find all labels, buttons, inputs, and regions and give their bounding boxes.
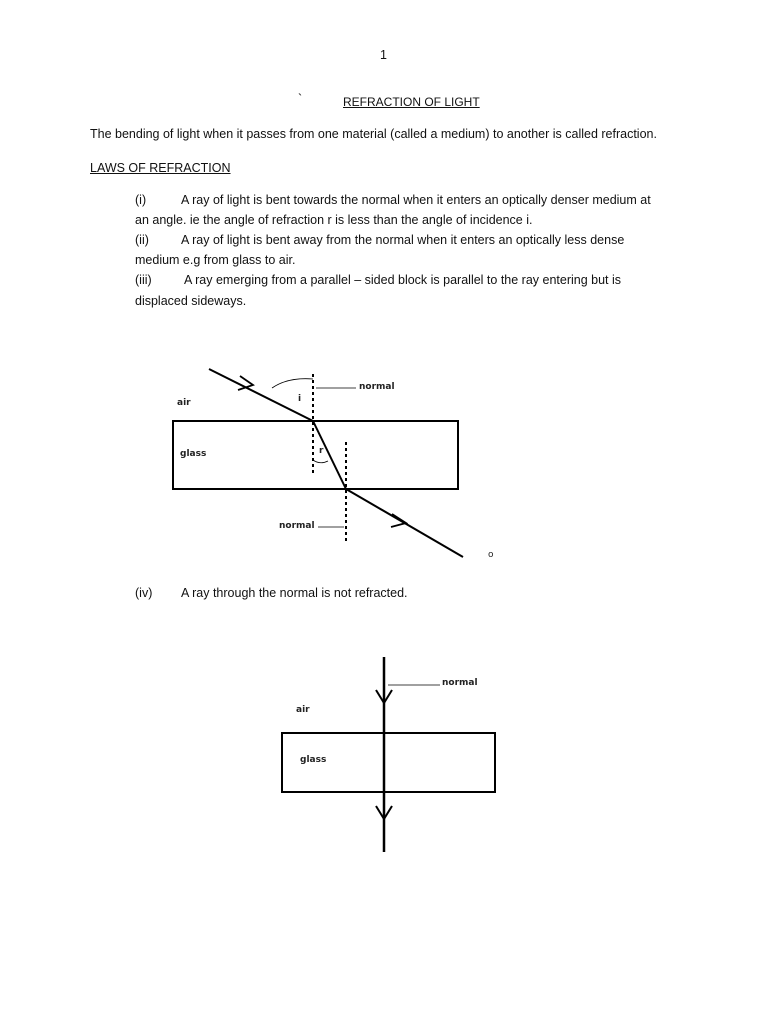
laws-heading: LAWS OF REFRACTION xyxy=(90,161,231,175)
label-normal-top: normal xyxy=(359,382,395,392)
label-glass-2: glass xyxy=(300,755,327,765)
law-2-line1: A ray of light is bent away from the normal when it enters an optically less dense xyxy=(181,233,625,247)
law-1-line1: A ray of light is bent towards the normal when it enters an optically denser medium at xyxy=(181,193,651,207)
label-o: o xyxy=(488,550,494,560)
label-glass-1: glass xyxy=(180,449,207,459)
angle-arc-r xyxy=(313,460,328,463)
law-3-line1: A ray emerging from a parallel – sided block is parallel to the ray entering but is xyxy=(184,273,622,287)
glass-block-1 xyxy=(173,421,458,489)
law-4-line1: A ray through the normal is not refracted. xyxy=(181,586,408,600)
law-3-line2: displaced sideways. xyxy=(135,294,247,308)
law-1-line2: an angle. ie the angle of refraction r is less than the angle of incidence i. xyxy=(135,213,533,227)
law-2-line2: medium e.g from glass to air. xyxy=(135,253,296,267)
label-angle-r: r xyxy=(319,446,324,456)
arrowhead-incident xyxy=(238,376,253,390)
intro-paragraph: The bending of light when it passes from one material (called a medium) to another is called refraction. xyxy=(90,127,657,141)
label-normal-bottom: normal xyxy=(279,521,315,531)
diagram-oblique-refraction xyxy=(173,369,463,557)
page-number: 1 xyxy=(380,48,387,62)
law-4-num: (iv) xyxy=(135,586,153,600)
page-title: REFRACTION OF LIGHT xyxy=(343,95,480,109)
angle-arc-i xyxy=(272,379,313,388)
label-air-2: air xyxy=(296,705,310,715)
title-backtick: ` xyxy=(298,92,303,106)
label-angle-i: i xyxy=(298,394,302,404)
label-air-1: air xyxy=(177,398,191,408)
law-1-num: (i) xyxy=(135,193,147,207)
law-3-num: (iii) xyxy=(135,273,152,287)
label-normal-2: normal xyxy=(442,678,478,688)
refracted-ray xyxy=(313,421,346,489)
law-2-num: (ii) xyxy=(135,233,149,247)
